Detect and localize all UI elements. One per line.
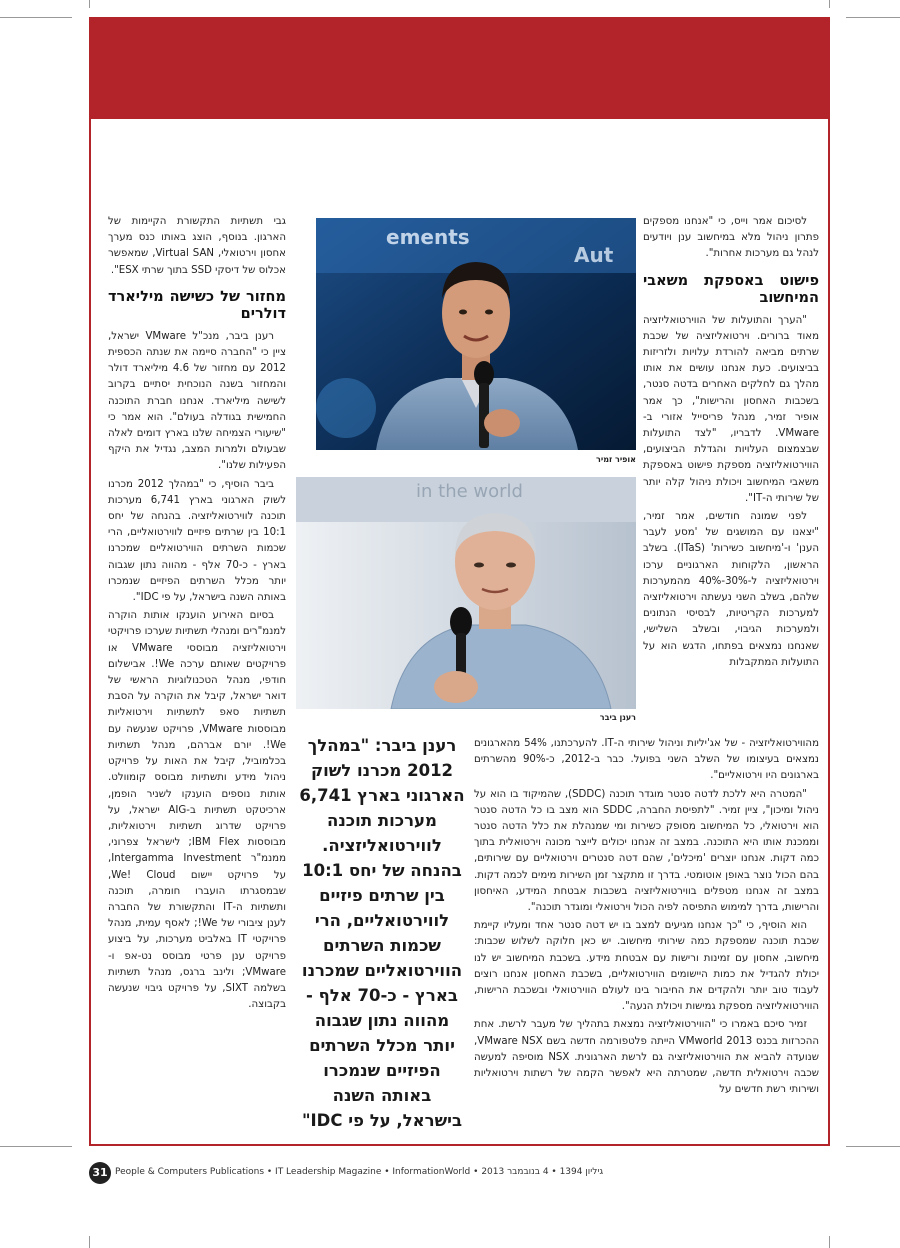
paragraph: גבי תשתיות התקשורת הקיימות של הארגון. בנוסף, הוצג באותו כנס מערך אחסון וירטואלי, Virtual SAN, שמאפשר אכלוס של דיסקי SSD בתוך שרתי ESX". bbox=[108, 216, 286, 276]
photo-speaker-bottom bbox=[296, 477, 636, 709]
photo-illustration bbox=[296, 477, 636, 709]
photo-caption: רענן ביבר bbox=[599, 713, 636, 722]
header-banner bbox=[91, 19, 828, 119]
svg-text:in the world: in the world bbox=[416, 481, 523, 502]
crop-mark bbox=[829, 1236, 830, 1248]
crop-mark bbox=[89, 1236, 90, 1248]
footer-publication-line: People & Computers Publications • IT Leadership Magazine • InformationWorld • גיליון 1394 • 4 בנובמבר 2013 bbox=[115, 1167, 604, 1177]
crop-mark bbox=[846, 1146, 900, 1147]
paragraph: לסיכום אמר וייס, כי "אנחנו מספקים פתרון ניהול מלא במיחשוב ענן ויודעים לנהל גם מערכות אחרות". bbox=[643, 216, 819, 260]
photo-caption: אופיר זמיר bbox=[596, 455, 636, 464]
pull-quote: רענן ביבר: "במהלך 2012 מכרנו לשוק הארגוני בארץ 6,741 מערכות תוכנה לווירטואליזציה. בהנחה של יחס 10:1 בין שרתים פיזיים לווירטואליים, הרי שכמות השרתים הווירטואליים שמכרנו בארץ - כ-70 אלף - מהווה נתון שגבוה יותר מכלל השרתים הפיזיים שנמכרו באותה השנה בישראל, על פי IDC" bbox=[299, 736, 465, 1130]
photo-speaker-top bbox=[316, 218, 636, 450]
photo-illustration bbox=[316, 218, 636, 450]
paragraph: "המטרה היא ללכת לדטה סנטר מוגדר תוכנה (SDDC), שהמיקוד בו הוא על ניהול ומיכון", ציין זמיר. "לתפיסת החברה, SDDC הוא מצב בו כל הדטה סנטר הוא וירטואלי, כל המיחשוב מסופק כשירות ומי שמנהלת את כלל הדטה סנטר וממכנת אותו היא התוכנה. במצב זה אנחנו יכולים לייצר מכונה וירטואלית בתוך כמה דקות. אנחנו יוצרים 'מיכלים', שהם דטה סנטרים וירטואליים עם שירותים, בהם הכול נוצר באופן אוטומטי. בדרך זו מתקצר זמן השירות מימים לכמה דקות. במצב זה אנחנו מטפלים בווירטואליזציה בשכבות אבטחת המידע, האיחסון והרישות, בדרך למימוש התפיסה לפיה הכול וירטואלי ומוגדר תוכנה". bbox=[474, 788, 819, 914]
paragraph: ביבר הוסיף, כי "במהלך 2012 מכרנו לשוק הארגוני בארץ 6,741 מערכות תוכנה לווירטואליזציה. בהנחה של יחס 10:1 בין שרתים פיזיים לווירטואליים, הרי שכמות השרתים הווירטואליים שמכרנו בארץ - כ-70 אלף - מהווה נתון שגבוה יותר מכלל השרתים הפיזיים שנמכרו באותה השנה בישראל, על פי IDC". bbox=[108, 478, 286, 604]
page-footer bbox=[89, 1160, 830, 1186]
article-column-wide bbox=[474, 736, 819, 1100]
paragraph: זמיר סיכם באמרו כי "הווירטואליזציה נמצאת בתהליך של מעבר לרשת. אחת ההכרזות בכנס VMworld 2013 הייתה פלטפורמה חדשה בשם VMware NSX, שנועדה להביא את הווירטואליזציה גם לרשת הארגונית. NSX מוסיפה למעשה שכבה וירטואלית חדשה, שמטרתה היא לאפשר הקמה של רשתות וירטואליות ושירותי רשת חדשים על bbox=[474, 1019, 820, 1096]
paragraph: "הערך והתועלות של הווירטואליזציה מאוד ברורים. וירטואליזציה של שכבת שרתים מביאה להורדת עלויות ולזריזות בביצועים. כעת אנחנו עושים את אותו מהלך גם לחלקים האחרים בדטה סנטר, בשכבות האחסון והרישות", כך אמר אופיר זמיר, מנהל פריסייל אזורי ב-VMware. לדבריו, "לצד התועלות שבצמצום העלויות והגדלת הביצועים, הווירטואליזציה מספקת פישוט באספקת משאבי המיחשוב ויכולת ניהול קלה יותר של שירותי ה-IT". bbox=[643, 314, 819, 504]
crop-mark bbox=[0, 17, 72, 18]
crop-mark bbox=[0, 1146, 72, 1147]
section-heading: מחזור של כשישה מיליארד דולרים bbox=[108, 288, 286, 322]
section-heading: פישוט באספקת משאבי המיחשוב bbox=[643, 272, 819, 306]
paragraph: לפני שמונה חודשים, אמר זמיר, "יצאנו עם המושגים של 'מסע לעבר הענן' ו-'מיחשוב כשירות' (ITaS). בשלב הראשון, הלקוחות הארגוניים ערכו וירטואליזציה ל-30%-40% מהמערכות שלהם, בשלב השני נעשתה וירטואליזציה למערכות הקריטיות, לבסיסי הנתונים ולמערכות הגיבוי, ובשלב השלישי, שאנחנו נמצאים בפתחו, הדגש הוא על התועלות המתקבלות bbox=[643, 511, 819, 668]
paragraph: בסיום האירוע הוענקו אותות הוקרה למנמ"רים ומנהלי תשתיות שערכו פרויקטי וירטואליזציה מבוססי VMware או פרויקטים שאותם ערכה We!. אבישלום חודפי, מנהל הטכנולוגיות הראשי של דואר ישראל, קיבל את הוקרה על הסבת תשתיות סאפ לתשתיות וירטואליות מבוססות VMware, פרויקט שנעשה עם We!. יורם אברהם, מנהל תשתיות בכלמוביל, קיבל את האות על פרויקט ניהול מידע ותשתיות מבוסס קומוולט. אותות נוספים הוענקו לשניר הופמן, ארכיטקט תשתיות ב-AIG ישראל, על פרויקט שדרוג תשתיות וירטואליות, מבוססות IBM Flex; לישראל צפרוני, ממנמ"ר Intergamma Investment, על פרויקט יישום We! Cloud, שבמסגרתו הועברו חומרה, תוכנה ותשתיות ה-IT והתקשורת של החברה לענן ציבורי של We!; לאסף עמית, מנהל פרויקטי IT באלביט מערכות, על ביצוע פרויקט ענן פרטי מבוסס נט-אפ ו-VMware; ולינב ברגס, מנהל תשתיות בשלמה SIXT, על פרויקט גיבוי שנעשה בקבוצה. bbox=[108, 610, 287, 1011]
paragraph: מהווירטואליזציה - של אג'יליות וניהול שירותי ה-IT. להערכתנו, 54% מהארגונים נמצאים בעיצומו של השלב השני בפועל. כבר ב-2012, כ-90% מהשרתים בארגונים היו וירטואליים". bbox=[474, 738, 820, 782]
paragraph: רענן ביבר, מנכ"ל VMware ישראל, ציין כי "החברה סיימה את שנתה הכספית 2012 עם מחזור של 4.6 מיליארד דולר והמחזור בשנה הנוכחית יסתיים בקרוב לשישה מיליארד. אנחנו חברת התוכנה החמישית בגודלה בעולם". הוא אמר כי "שיעורי הצמיחה שלנו בארץ דומים לאלה שבעולם ולמרות המצב, נגדיל את היקף הפעילות שלנו". bbox=[108, 330, 286, 472]
article-column-left bbox=[108, 214, 286, 1015]
crop-mark bbox=[829, 0, 830, 8]
svg-text:Aut: Aut bbox=[574, 243, 614, 267]
article-column-right bbox=[643, 214, 819, 673]
crop-mark bbox=[89, 0, 90, 8]
page-number: 31 bbox=[89, 1162, 111, 1184]
paragraph: הוא הוסיף, כי "כך אנחנו מגיעים למצב בו יש דטה סנטר אחד ומעליו קיימת שכבת תוכנה שמספקת כמה שירותי מיחשוב. יש כאן חלוקה לשלוש שכבות: מיחשוב, אחסון עם זמינות ורישות עם אבטחת מידע. בשכבת המיחשוב יש לנו יכולת להגדיל את כמות היישומים הווירטואליים, בשכבת האחסון אנחנו רוצים לעבוד טוב יותר ולהקדים את החיבור בינו לעולם הווירטואלי ובשכבת הרישות, הווירטואליזציה מספקת גמישות ויכולת הנעה". bbox=[474, 920, 819, 1013]
svg-text:ements: ements bbox=[386, 225, 470, 249]
crop-mark bbox=[846, 17, 900, 18]
